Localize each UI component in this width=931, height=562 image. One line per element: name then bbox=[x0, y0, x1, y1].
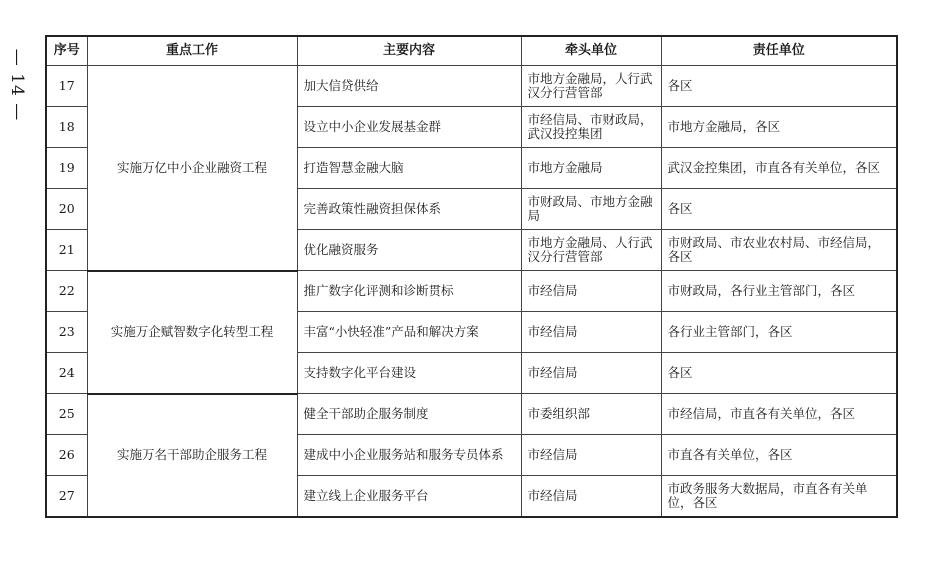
responsible-cell: 市财政局、市农业农村局、市经信局，各区 bbox=[661, 230, 897, 271]
responsible-cell: 各区 bbox=[661, 353, 897, 394]
content-cell: 建立线上企业服务平台 bbox=[297, 476, 521, 518]
content-cell: 优化融资服务 bbox=[297, 230, 521, 271]
lead-cell: 市经信局 bbox=[521, 353, 661, 394]
content-cell: 打造智慧金融大脑 bbox=[297, 148, 521, 189]
lead-cell: 市委组织部 bbox=[521, 394, 661, 435]
lead-cell: 市经信局 bbox=[521, 435, 661, 476]
seq-cell: 19 bbox=[46, 148, 87, 189]
lead-cell: 市地方金融局、人行武汉分行营管部 bbox=[521, 230, 661, 271]
content-cell: 建成中小企业服务站和服务专员体系 bbox=[297, 435, 521, 476]
responsible-cell: 市财政局，各行业主管部门，各区 bbox=[661, 271, 897, 312]
lead-cell: 市经信局 bbox=[521, 271, 661, 312]
header-task: 重点工作 bbox=[87, 36, 297, 66]
content-cell: 丰富“小快轻准”产品和解决方案 bbox=[297, 312, 521, 353]
table-row bbox=[46, 66, 897, 107]
seq-cell: 23 bbox=[46, 312, 87, 353]
responsible-cell: 市直各有关单位，各区 bbox=[661, 435, 897, 476]
seq-cell: 21 bbox=[46, 230, 87, 271]
lead-cell: 市经信局、市财政局，武汉投控集团 bbox=[521, 107, 661, 148]
task-cell: 实施万企赋智数字化转型工程 bbox=[87, 271, 297, 394]
header-responsible: 责任单位 bbox=[661, 36, 897, 66]
seq-cell: 20 bbox=[46, 189, 87, 230]
task-cell: 实施万名干部助企服务工程 bbox=[87, 394, 297, 518]
lead-cell: 市经信局 bbox=[521, 476, 661, 518]
responsible-cell: 市政务服务大数据局，市直各有关单位，各区 bbox=[661, 476, 897, 518]
seq-cell: 22 bbox=[46, 271, 87, 312]
seq-cell: 26 bbox=[46, 435, 87, 476]
content-cell: 健全干部助企服务制度 bbox=[297, 394, 521, 435]
seq-cell: 24 bbox=[46, 353, 87, 394]
lead-cell: 市地方金融局，人行武汉分行营管部 bbox=[521, 66, 661, 107]
lead-cell: 市财政局、市地方金融局 bbox=[521, 189, 661, 230]
table-row bbox=[46, 394, 897, 435]
seq-cell: 17 bbox=[46, 66, 87, 107]
content-cell: 支持数字化平台建设 bbox=[297, 353, 521, 394]
responsible-cell: 市地方金融局，各区 bbox=[661, 107, 897, 148]
lead-cell: 市经信局 bbox=[521, 312, 661, 353]
responsible-cell: 武汉金控集团，市直各有关单位，各区 bbox=[661, 148, 897, 189]
page-number bbox=[6, 40, 28, 130]
content-cell: 设立中小企业发展基金群 bbox=[297, 107, 521, 148]
seq-cell: 25 bbox=[46, 394, 87, 435]
responsible-cell: 各区 bbox=[661, 66, 897, 107]
header-content: 主要内容 bbox=[297, 36, 521, 66]
header-seq: 序号 bbox=[46, 36, 87, 66]
table-row bbox=[46, 271, 897, 312]
task-cell: 实施万亿中小企业融资工程 bbox=[87, 66, 297, 271]
content-cell: 加大信贷供给 bbox=[297, 66, 521, 107]
page-number-text: — 14 — bbox=[7, 48, 28, 122]
work-plan-table bbox=[45, 35, 898, 518]
header-lead: 牵头单位 bbox=[521, 36, 661, 66]
content-cell: 完善政策性融资担保体系 bbox=[297, 189, 521, 230]
lead-cell: 市地方金融局 bbox=[521, 148, 661, 189]
seq-cell: 18 bbox=[46, 107, 87, 148]
responsible-cell: 各区 bbox=[661, 189, 897, 230]
table-header-row bbox=[46, 36, 897, 66]
content-cell: 推广数字化评测和诊断贯标 bbox=[297, 271, 521, 312]
seq-cell: 27 bbox=[46, 476, 87, 518]
responsible-cell: 各行业主管部门，各区 bbox=[661, 312, 897, 353]
responsible-cell: 市经信局，市直各有关单位，各区 bbox=[661, 394, 897, 435]
